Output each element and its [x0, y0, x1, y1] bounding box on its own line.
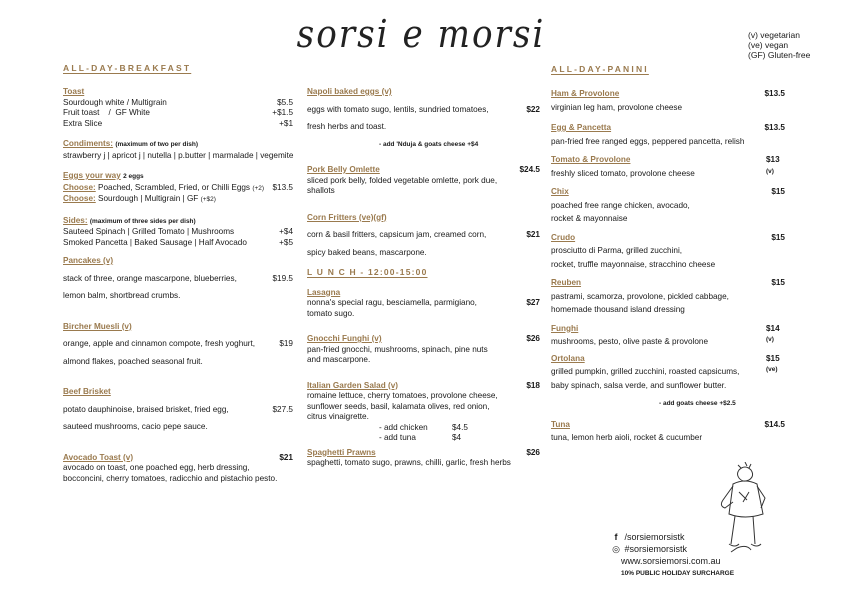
item-desc: nonna's special ragu, besciamella, parmigiano,	[307, 298, 477, 307]
menu-item-corn-fritters	[307, 213, 540, 259]
menu-item-pancakes	[63, 256, 293, 302]
panini-item-egg-pancetta	[551, 123, 783, 147]
item-desc	[63, 339, 293, 350]
menu-item-eggs	[63, 171, 293, 206]
legend-vegan: (ve) vegan	[748, 40, 789, 50]
item-title: Crudo	[551, 232, 576, 242]
item-price: $15	[771, 232, 785, 242]
panini-item-funghi	[551, 324, 783, 348]
item-desc: tomato sugo.	[307, 308, 355, 318]
item-title: Pork Belly Omlette	[307, 165, 380, 174]
choose-extra: (+2)	[252, 184, 265, 192]
breakfast-heading: ALL-DAY-BREAKFAST	[63, 63, 192, 73]
footer	[610, 531, 734, 580]
item-price: $19.5	[272, 273, 293, 283]
item-price: $13.5	[764, 123, 785, 132]
item-title: Gnocchi Funghi (v)	[307, 334, 382, 343]
desc-text: potato dauphinoise, braised brisket, fried egg,	[63, 404, 229, 414]
item-price: $26	[526, 334, 540, 343]
item-note: (maximum of three sides per dish)	[89, 217, 196, 225]
menu-item-bircher	[63, 322, 293, 368]
menu-item-garden-salad	[307, 381, 540, 444]
middle-column	[307, 87, 540, 469]
item-title: Chix	[551, 187, 569, 196]
website-link[interactable]: www.sorsiemorsi.com.au	[621, 556, 721, 566]
item-addon: - add goats cheese +$2.5	[659, 400, 736, 407]
item-title: Egg & Pancetta	[551, 123, 612, 132]
item-price-group	[766, 354, 783, 376]
item-desc: virginian leg ham, provolone cheese	[551, 102, 683, 112]
item-price: $13.5	[272, 182, 293, 192]
item-desc: baby spinach, salsa verde, and sunflower butter.	[551, 380, 727, 390]
item-title: Ortolana	[551, 353, 585, 363]
item-title: Lasagna	[307, 287, 341, 297]
item-title: Italian Garden Salad (v)	[307, 380, 398, 390]
facebook-icon: f	[614, 532, 618, 542]
salad-addon-tuna	[307, 433, 540, 444]
desc-text: corn & basil fritters, capsicum jam, creamed corn,	[307, 230, 487, 239]
item-desc: sliced pork belly, folded vegetable omlette, pork due,	[307, 175, 498, 185]
panini-column	[551, 89, 783, 444]
item-desc: freshly sliced tomato, provolone cheese	[551, 168, 695, 178]
item-desc	[307, 230, 540, 241]
lunch-heading: L U N C H - 12:00-15:00	[307, 267, 428, 277]
instagram-link[interactable]	[610, 543, 734, 555]
toast-line	[63, 108, 293, 119]
menu-item-avocado-toast	[63, 453, 293, 485]
choose-label: Choose:	[63, 194, 96, 203]
item-price: $15	[766, 353, 780, 363]
toast-line	[63, 119, 293, 130]
item-price: $13.5	[764, 89, 785, 98]
choose-extra: (+$2)	[200, 196, 216, 203]
item-desc: pan-fried gnocchi, mushrooms, spinach, pine nuts	[307, 344, 488, 354]
item-price: $15	[771, 187, 785, 196]
menu-item-toast	[63, 87, 293, 129]
desc-text: orange, apple and cinnamon compote, fresh yoghurt,	[63, 339, 256, 348]
menu-item-spaghetti-prawns	[307, 448, 540, 469]
line-price: $5.5	[277, 97, 293, 107]
choose-label: Choose:	[63, 182, 96, 192]
line-price: +$4	[279, 227, 293, 236]
item-addon: - add 'Nduja & goats cheese +$4	[379, 140, 479, 148]
item-price: $21	[279, 452, 293, 462]
logo: sorsi e morsi	[296, 12, 546, 56]
eggs-choose-style	[63, 183, 293, 195]
item-price: $27	[526, 297, 540, 307]
item-title: Pancakes (v)	[63, 256, 114, 265]
sides-line	[63, 238, 293, 249]
item-price-group	[766, 155, 785, 177]
panini-item-ham-provolone	[551, 89, 783, 113]
item-desc: romaine lettuce, cherry tomatoes, provolone cheese,	[307, 391, 498, 400]
panini-item-tuna	[551, 420, 783, 444]
item-desc: citrus vinaigrette.	[307, 412, 369, 421]
instagram-handle: #sorsiemorsistk	[624, 544, 688, 554]
addon-price: $4	[452, 433, 462, 442]
panini-heading: ALL-DAY-PANINI	[551, 64, 649, 74]
item-price: $19	[279, 339, 293, 348]
item-diet: (ve)	[766, 366, 778, 373]
item-desc: prosciutto di Parma, grilled zucchini,	[551, 246, 683, 255]
menu-item-gnocchi	[307, 334, 540, 366]
menu-item-pork-belly	[307, 165, 540, 197]
item-desc: lemon balm, shortbread crumbs.	[63, 291, 181, 300]
item-title: Funghi	[551, 323, 579, 333]
line-text: Fruit toast / GF White	[63, 108, 150, 117]
line-text: Sourdough white / Multigrain	[63, 97, 167, 107]
line-price: +$1	[279, 118, 293, 128]
item-title: Corn Fritters (ve)(gf)	[307, 212, 387, 222]
menu-item-condiments	[63, 139, 293, 161]
item-desc	[307, 105, 540, 116]
item-desc: sauteed mushrooms, cacio pepe sauce.	[63, 422, 208, 431]
panini-item-crudo	[551, 233, 783, 271]
item-price: $13	[766, 155, 780, 164]
item-title: Eggs your way	[63, 171, 121, 180]
item-desc: mushrooms, pesto, olive paste & provolone	[551, 337, 709, 346]
item-title: Tuna	[551, 419, 570, 429]
item-price: $27.5	[272, 404, 293, 414]
line-text: Extra Slice	[63, 118, 103, 128]
salad-addon-chicken	[307, 423, 540, 434]
item-title: Ham & Provolone	[551, 89, 620, 98]
menu-item-napoli-eggs	[307, 87, 540, 150]
eggs-choose-bread	[63, 194, 293, 206]
addon-price: $4.5	[452, 422, 468, 432]
line-price: +$5	[279, 237, 293, 247]
menu-item-brisket	[63, 387, 293, 433]
choose-text: Sourdough | Multigrain | GF	[98, 194, 199, 203]
item-desc	[63, 274, 293, 285]
item-title: Sides:	[63, 215, 88, 225]
item-note: (maximum of two per dish)	[115, 141, 199, 148]
desc-text: stack of three, orange mascarpone, blueberries,	[63, 273, 237, 283]
item-desc: grilled pumpkin, grilled zucchini, roasted capsicums,	[551, 367, 740, 376]
panini-item-reuben	[551, 278, 783, 316]
line-text: Sauteed Spinach | Grilled Tomato | Mushrooms	[63, 227, 235, 236]
desc-text: eggs with tomato sugo, lentils, sundried tomatoes,	[307, 104, 489, 114]
item-desc: fresh herbs and toast.	[307, 122, 387, 131]
item-title: Spaghetti Prawns	[307, 447, 376, 457]
item-price: $24.5	[519, 165, 540, 174]
panini-item-ortolana	[551, 354, 783, 410]
item-desc: tuna, lemon herb aioli, rocket & cucumber	[551, 433, 703, 442]
item-price: $15	[771, 278, 785, 287]
surcharge-note: 10% PUBLIC HOLIDAY SURCHARGE	[621, 570, 735, 577]
panini-item-chix	[551, 187, 783, 225]
menu-item-sides	[63, 216, 293, 249]
facebook-link[interactable]	[610, 531, 734, 543]
sides-line	[63, 227, 293, 238]
item-note: 2 eggs	[123, 173, 144, 180]
item-desc: almond flakes, poached seasonal fruit.	[63, 356, 203, 366]
item-desc: homemade thousand island dressing	[551, 305, 685, 314]
item-title: Beef Brisket	[63, 387, 111, 396]
item-desc: shallots	[307, 186, 335, 195]
item-desc: bocconcini, cherry tomatoes, radicchio and pistachio pesto.	[63, 473, 278, 483]
item-desc: avocado on toast, one poached egg, herb dressing,	[63, 463, 250, 472]
item-title: Bircher Muesli (v)	[63, 321, 132, 331]
item-title: Avocado Toast (v)	[63, 452, 134, 462]
addon-text: - add chicken	[379, 422, 428, 432]
menu-item-lasagna	[307, 288, 540, 320]
dietary-legend	[748, 30, 810, 60]
item-title: Reuben	[551, 278, 582, 287]
item-price: $14	[766, 323, 780, 333]
item-desc: sunflower seeds, basil, kalamata olives, red onion,	[307, 401, 490, 411]
panini-item-tomato-provolone	[551, 155, 783, 179]
item-price-group	[766, 324, 783, 346]
item-diet: (v)	[766, 336, 774, 343]
item-price: $14.5	[764, 419, 785, 429]
item-title: Tomato & Provolone	[551, 155, 631, 164]
line-text: Smoked Pancetta | Baked Sausage | Half Avocado	[63, 237, 247, 247]
item-title: Napoli baked eggs (v)	[307, 87, 392, 96]
item-diet: (v)	[766, 167, 774, 175]
facebook-handle: /sorsiemorsistk	[624, 532, 685, 542]
item-desc: poached free range chicken, avocado,	[551, 200, 690, 210]
item-desc: and mascarpone.	[307, 355, 371, 364]
item-desc	[63, 405, 293, 416]
item-desc: strawberry j | apricot j | nutella | p.butter | marmalade | vegemite	[63, 150, 294, 160]
item-desc: pastrami, scamorza, provolone, pickled cabbage,	[551, 291, 729, 301]
toast-line	[63, 98, 293, 109]
line-price: +$1.5	[272, 108, 293, 117]
choose-text: Poached, Scrambled, Fried, or Chilli Eggs	[98, 182, 251, 192]
item-desc: pan-fried free ranged eggs, peppered pancetta, relish	[551, 136, 745, 146]
item-title: Toast	[63, 87, 85, 96]
legend-vegetarian: (v) vegetarian	[748, 30, 800, 40]
breakfast-column	[63, 87, 293, 484]
item-title: Condiments:	[63, 139, 114, 148]
item-price: $21	[526, 230, 540, 239]
item-price: $26	[526, 447, 540, 457]
item-desc: spaghetti, tomato sugo, prawns, chilli, garlic, fresh herbs	[307, 458, 511, 467]
item-desc: rocket & mayonnaise	[551, 214, 628, 223]
item-desc: rocket, truffle mayonnaise, stracchino cheese	[551, 259, 716, 269]
instagram-icon: ◎	[612, 544, 620, 554]
addon-text: - add tuna	[379, 433, 416, 442]
item-desc: spicy baked beans, mascarpone.	[307, 247, 427, 257]
legend-gluten-free: (GF) Gluten-free	[748, 50, 811, 60]
item-price: $22	[526, 104, 540, 114]
item-price: $18	[526, 380, 540, 390]
